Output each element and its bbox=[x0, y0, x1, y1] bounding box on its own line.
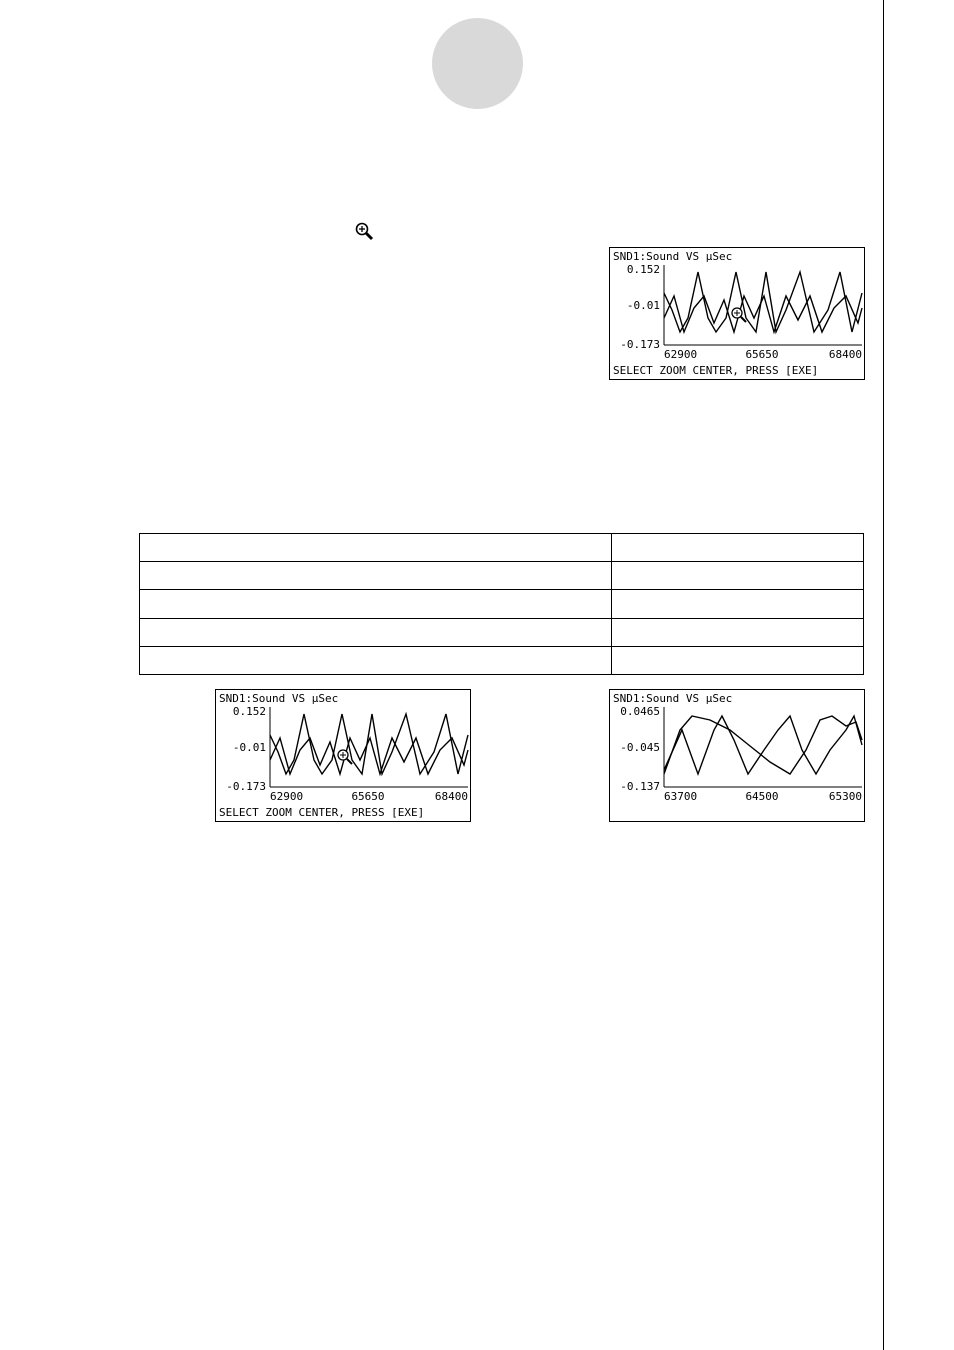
table-row bbox=[140, 618, 864, 646]
screen-title: SND1:Sound VS µSec bbox=[613, 250, 733, 263]
waveform-series-1 bbox=[270, 714, 468, 774]
waveform-series-2 bbox=[664, 296, 862, 332]
x-tick-mid: 65650 bbox=[351, 790, 385, 803]
step-badge-circle bbox=[432, 18, 523, 109]
table-row bbox=[140, 534, 864, 562]
waveform-series-2 bbox=[664, 716, 862, 774]
y-tick-top: 0.152 bbox=[232, 705, 266, 718]
y-tick-bottom: -0.137 bbox=[620, 780, 660, 793]
y-tick-bottom: -0.173 bbox=[226, 780, 266, 793]
y-tick-bottom: -0.173 bbox=[620, 338, 660, 351]
table-row bbox=[140, 562, 864, 590]
x-tick-left: 63700 bbox=[664, 790, 698, 803]
waveform-series-2 bbox=[270, 738, 468, 774]
operation-table bbox=[139, 533, 864, 675]
x-tick-right: 68400 bbox=[434, 790, 468, 803]
x-tick-mid: 64500 bbox=[745, 790, 779, 803]
page-margin-rule bbox=[883, 0, 884, 1350]
y-tick-mid: -0.045 bbox=[620, 741, 660, 754]
calculator-screen-zoom-select bbox=[609, 247, 865, 380]
zoom-magnifier-icon bbox=[354, 221, 376, 243]
table-row bbox=[140, 646, 864, 674]
x-tick-left: 62900 bbox=[270, 790, 304, 803]
x-tick-right: 65300 bbox=[828, 790, 862, 803]
x-tick-right: 68400 bbox=[828, 348, 862, 361]
screen-title: SND1:Sound VS µSec bbox=[219, 692, 339, 705]
status-line: SELECT ZOOM CENTER, PRESS [EXE] bbox=[219, 806, 425, 819]
y-tick-mid: -0.01 bbox=[626, 299, 660, 312]
waveform-series-1 bbox=[664, 716, 862, 774]
x-tick-mid: 65650 bbox=[745, 348, 779, 361]
table-row bbox=[140, 590, 864, 618]
y-tick-mid: -0.01 bbox=[232, 741, 266, 754]
calculator-screen-zoom-select-2 bbox=[215, 689, 471, 822]
y-tick-top: 0.152 bbox=[626, 263, 660, 276]
y-tick-top: 0.0465 bbox=[620, 705, 660, 718]
waveform-series-1 bbox=[664, 272, 862, 332]
calculator-screen-zoomed bbox=[609, 689, 865, 822]
screen-title: SND1:Sound VS µSec bbox=[613, 692, 733, 705]
status-line: SELECT ZOOM CENTER, PRESS [EXE] bbox=[613, 364, 819, 377]
x-tick-left: 62900 bbox=[664, 348, 698, 361]
